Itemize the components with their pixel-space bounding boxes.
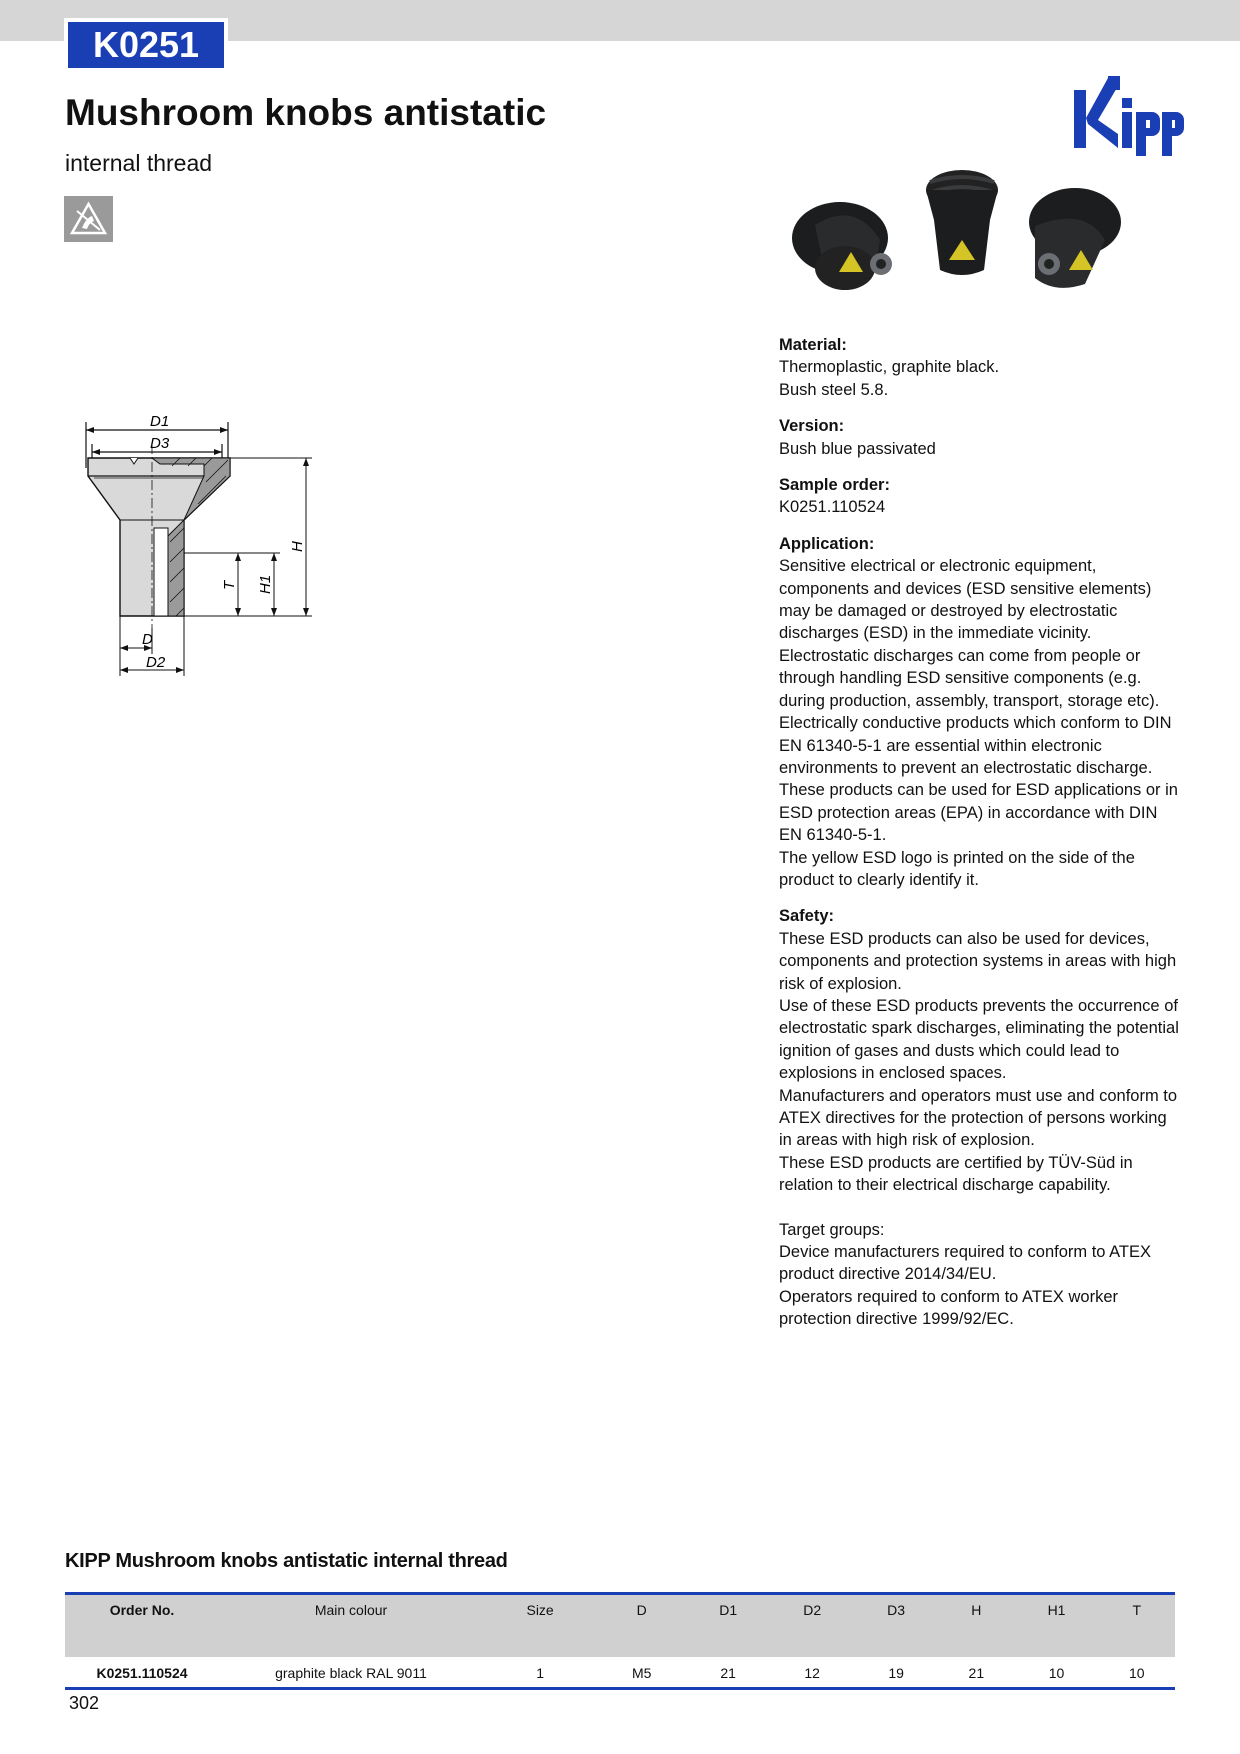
label-d: D xyxy=(142,631,153,648)
label-t: T xyxy=(221,580,238,590)
section-line: Bush blue passivated xyxy=(779,439,936,458)
section-target-groups xyxy=(779,1219,1179,1331)
section-line: Electrostatic discharges can come from people or through handling ESD sensitive components (e.g. during production, assembly, transport, storage etc). xyxy=(779,646,1160,710)
cell-size: 1 xyxy=(483,1657,597,1689)
spec-table xyxy=(65,1592,1175,1690)
cell-d3: 19 xyxy=(854,1657,938,1689)
section-version xyxy=(779,415,1179,460)
section-line: Bush steel 5.8. xyxy=(779,380,889,399)
target-line: Operators required to conform to ATEX worker protection directive 1999/92/EC. xyxy=(779,1287,1118,1329)
section-label: Version: xyxy=(779,417,845,436)
cell-main-colour: graphite black RAL 9011 xyxy=(219,1657,483,1689)
section-line: Manufacturers and operators must use and conform to ATEX directives for the protection of persons working in areas with high risk of explosion. xyxy=(779,1086,1178,1150)
section-line: These products can be used for ESD applications or in ESD protection areas (EPA) in accordance with DIN EN 61340-5-1. xyxy=(779,781,1178,845)
product-description xyxy=(779,334,1179,1345)
label-h: H xyxy=(289,541,306,552)
cell-t: 10 xyxy=(1099,1657,1176,1689)
col-d2: D2 xyxy=(770,1594,854,1658)
section-line: Electrically conductive products which conform to DIN EN 61340-5-1 are essential within electronic environments to prevent an electrostatic discharge. xyxy=(779,714,1172,777)
cell-d1: 21 xyxy=(686,1657,770,1689)
table-title: KIPP Mushroom knobs antistatic internal thread xyxy=(65,1550,508,1572)
col-order-no: Order No. xyxy=(65,1594,219,1658)
section-line: These ESD products are certified by TÜV-Süd in relation to their electrical discharge capability. xyxy=(779,1153,1133,1195)
table-header-row xyxy=(65,1594,1175,1658)
section-safety xyxy=(779,905,1179,1196)
col-d1: D1 xyxy=(686,1594,770,1658)
label-d3: D3 xyxy=(150,435,170,452)
section-material xyxy=(779,334,1179,401)
page-subtitle: internal thread xyxy=(65,150,213,176)
label-h1: H1 xyxy=(257,574,274,594)
section-line: Sensitive electrical or electronic equipment, components and devices (ESD sensitive elements) may be damaged or destroyed by electrostatic discharges (ESD) in the immediate vicinity. xyxy=(779,557,1152,643)
label-d1: D1 xyxy=(150,413,170,430)
cell-d: M5 xyxy=(597,1657,686,1689)
col-h1: H1 xyxy=(1015,1594,1099,1658)
col-size: Size xyxy=(483,1594,597,1658)
cell-h: 21 xyxy=(938,1657,1014,1689)
section-label: Material: xyxy=(779,336,847,354)
col-t: T xyxy=(1099,1594,1176,1658)
target-heading: Target groups: xyxy=(779,1220,885,1239)
cell-h1: 10 xyxy=(1015,1657,1099,1689)
col-main-colour: Main colour xyxy=(219,1594,483,1658)
section-sample-order xyxy=(779,474,1179,519)
page-number: 302 xyxy=(69,1693,100,1713)
product-code-box xyxy=(64,18,228,72)
section-application xyxy=(779,533,1179,892)
target-line: Device manufacturers required to conform to ATEX product directive 2014/34/EU. xyxy=(779,1243,1152,1284)
section-line: Use of these ESD products prevents the occurrence of electrostatic spark discharges, eliminating the potential ignition of gases and dusts which could lead to explosions in enclosed spaces. xyxy=(779,996,1179,1083)
col-d3: D3 xyxy=(854,1594,938,1658)
section-label: Sample order: xyxy=(779,476,890,495)
technical-drawing xyxy=(80,408,320,690)
section-label: Application: xyxy=(779,534,875,553)
section-line: These ESD products can also be used for devices, components and protection systems in areas with high risk of explosion. xyxy=(779,929,1177,993)
label-d2: D2 xyxy=(146,654,166,671)
page-title: Mushroom knobs antistatic xyxy=(65,92,547,133)
section-line: The yellow ESD logo is printed on the side of the product to clearly identify it. xyxy=(779,848,1135,889)
section-label: Safety: xyxy=(779,907,835,926)
product-code: K0251 xyxy=(68,22,224,68)
section-line: Thermoplastic, graphite black. xyxy=(779,358,1000,377)
cell-d2: 12 xyxy=(770,1657,854,1689)
table-row xyxy=(65,1657,1175,1689)
cell-order-no: K0251.110524 xyxy=(65,1657,219,1689)
section-line: K0251.110524 xyxy=(779,498,886,517)
kipp-logo xyxy=(1074,76,1184,158)
esd-symbol-icon xyxy=(64,196,113,242)
col-d: D xyxy=(597,1594,686,1658)
col-h: H xyxy=(938,1594,1014,1658)
product-photo xyxy=(785,160,1140,300)
